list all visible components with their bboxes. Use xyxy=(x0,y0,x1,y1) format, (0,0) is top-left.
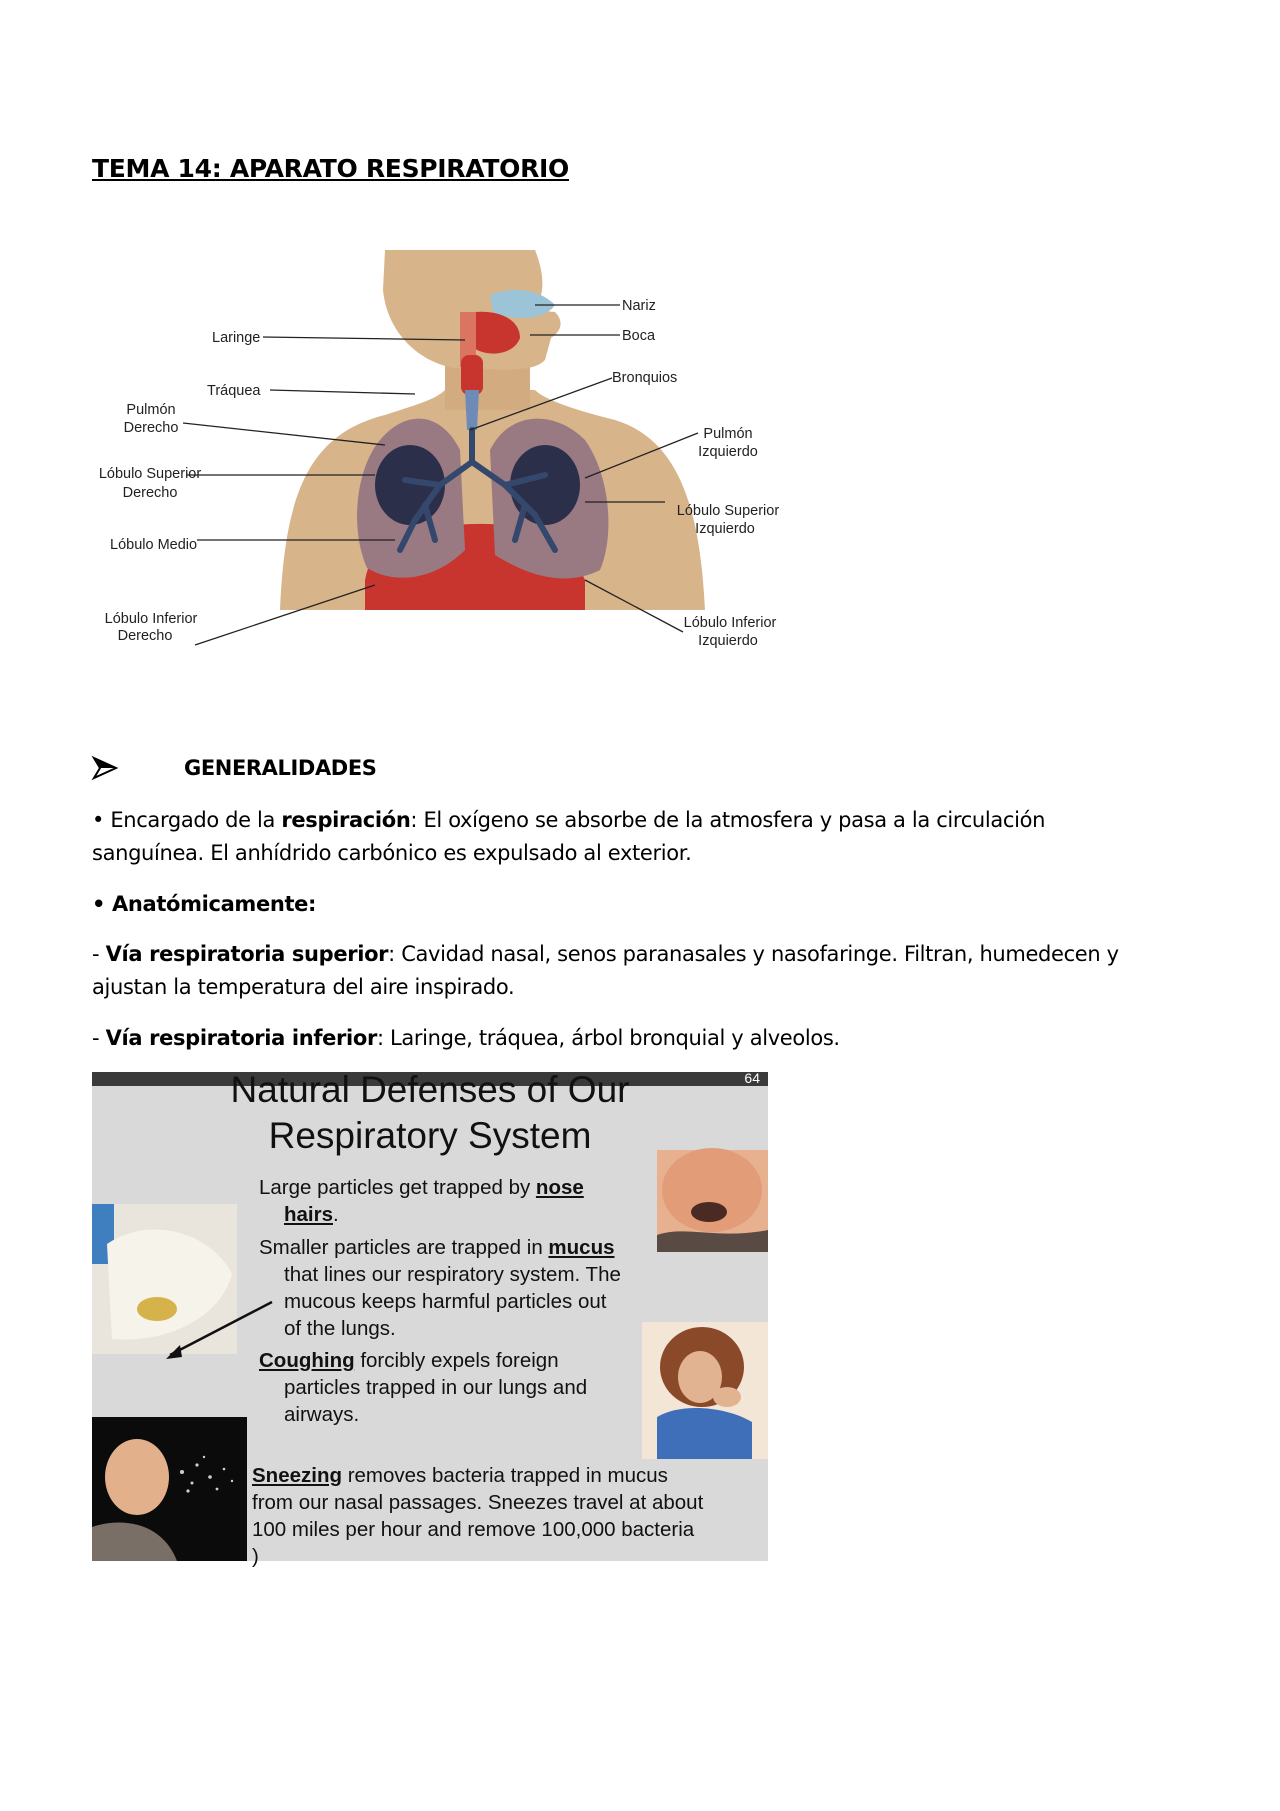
label-pulmon-izquierdo-2: Izquierdo xyxy=(698,444,758,460)
phone-status-bar: 64 xyxy=(92,1072,768,1086)
paragraph-respiracion: • Encargado de la respiración: El oxígeno se absorbe de la atmosfera y pasa a la circulación sanguínea. El anhídrido carbónico es expulsado al exterior. xyxy=(92,808,1046,865)
label-pulmon-derecho-2: Derecho xyxy=(123,420,179,436)
paragraph-via-inferior: - Vía respiratoria inferior: Laringe, tráquea, árbol bronquial y alveolos. xyxy=(92,1026,840,1050)
label-lobulo-inf-izq-1: Lóbulo Inferior xyxy=(683,615,777,631)
slide-bullet-sneezing: Sneezing removes bacteria trapped in mucus from our nasal passages. Sneezes travel at about 100 miles per hour and remove 100,000 bacteria ) xyxy=(252,1464,704,1568)
label-lobulo-sup-der-1: Lóbulo Superior xyxy=(98,466,202,482)
page-title: TEMA 14: APARATO RESPIRATORIO xyxy=(92,154,569,183)
label-lobulo-sup-izq-1: Lóbulo Superior xyxy=(676,503,780,519)
defenses-slide-image xyxy=(92,1069,768,1568)
coughing-photo xyxy=(642,1322,768,1459)
label-traquea: Tráquea xyxy=(207,383,261,399)
label-nariz: Nariz xyxy=(622,298,656,314)
label-laringe: Laringe xyxy=(212,330,261,346)
label-lobulo-sup-der-2: Derecho xyxy=(122,485,178,501)
label-lobulo-inf-der-2: Derecho xyxy=(117,628,173,644)
label-lobulo-medio: Lóbulo Medio xyxy=(110,537,198,553)
slide-bullet-coughing: Coughing forcibly expels foreign particles trapped in our lungs and airways. xyxy=(259,1349,588,1426)
slide-title-line1: Natural Defenses of Our xyxy=(230,1069,630,1110)
section-heading-text: GENERALIDADES xyxy=(184,756,377,780)
label-boca: Boca xyxy=(622,328,656,344)
arrow-bullet-icon xyxy=(92,755,118,781)
paragraph-anatomicamente: • Anatómicamente: xyxy=(92,892,317,916)
label-lobulo-sup-izq-2: Izquierdo xyxy=(695,521,755,537)
slide-title-line2: Respiratory System xyxy=(268,1115,592,1156)
label-bronquios: Bronquios xyxy=(612,370,678,386)
nose-photo xyxy=(657,1150,768,1252)
label-pulmon-derecho-1: Pulmón xyxy=(126,402,176,418)
section-heading xyxy=(92,752,792,784)
sneezing-photo xyxy=(92,1417,247,1561)
label-pulmon-izquierdo-1: Pulmón xyxy=(703,426,753,442)
label-lobulo-inf-der-1: Lóbulo Inferior xyxy=(104,611,198,627)
slide-bullet-mucus: Smaller particles are trapped in mucus that lines our respiratory system. The mucous keeps harmful particles out of the lungs. xyxy=(259,1236,621,1340)
paragraph-via-superior: - Vía respiratoria superior: Cavidad nasal, senos paranasales y nasofaringe. Filtran, humedecen y ajustan la temperatura del aire inspirado. xyxy=(92,942,1119,999)
slide-bullet-nose-hairs: Large particles get trapped by nose hairs. xyxy=(259,1176,584,1226)
torso-illustration xyxy=(263,250,763,610)
respiratory-diagram xyxy=(98,250,795,660)
label-lobulo-inf-izq-2: Izquierdo xyxy=(698,633,758,649)
